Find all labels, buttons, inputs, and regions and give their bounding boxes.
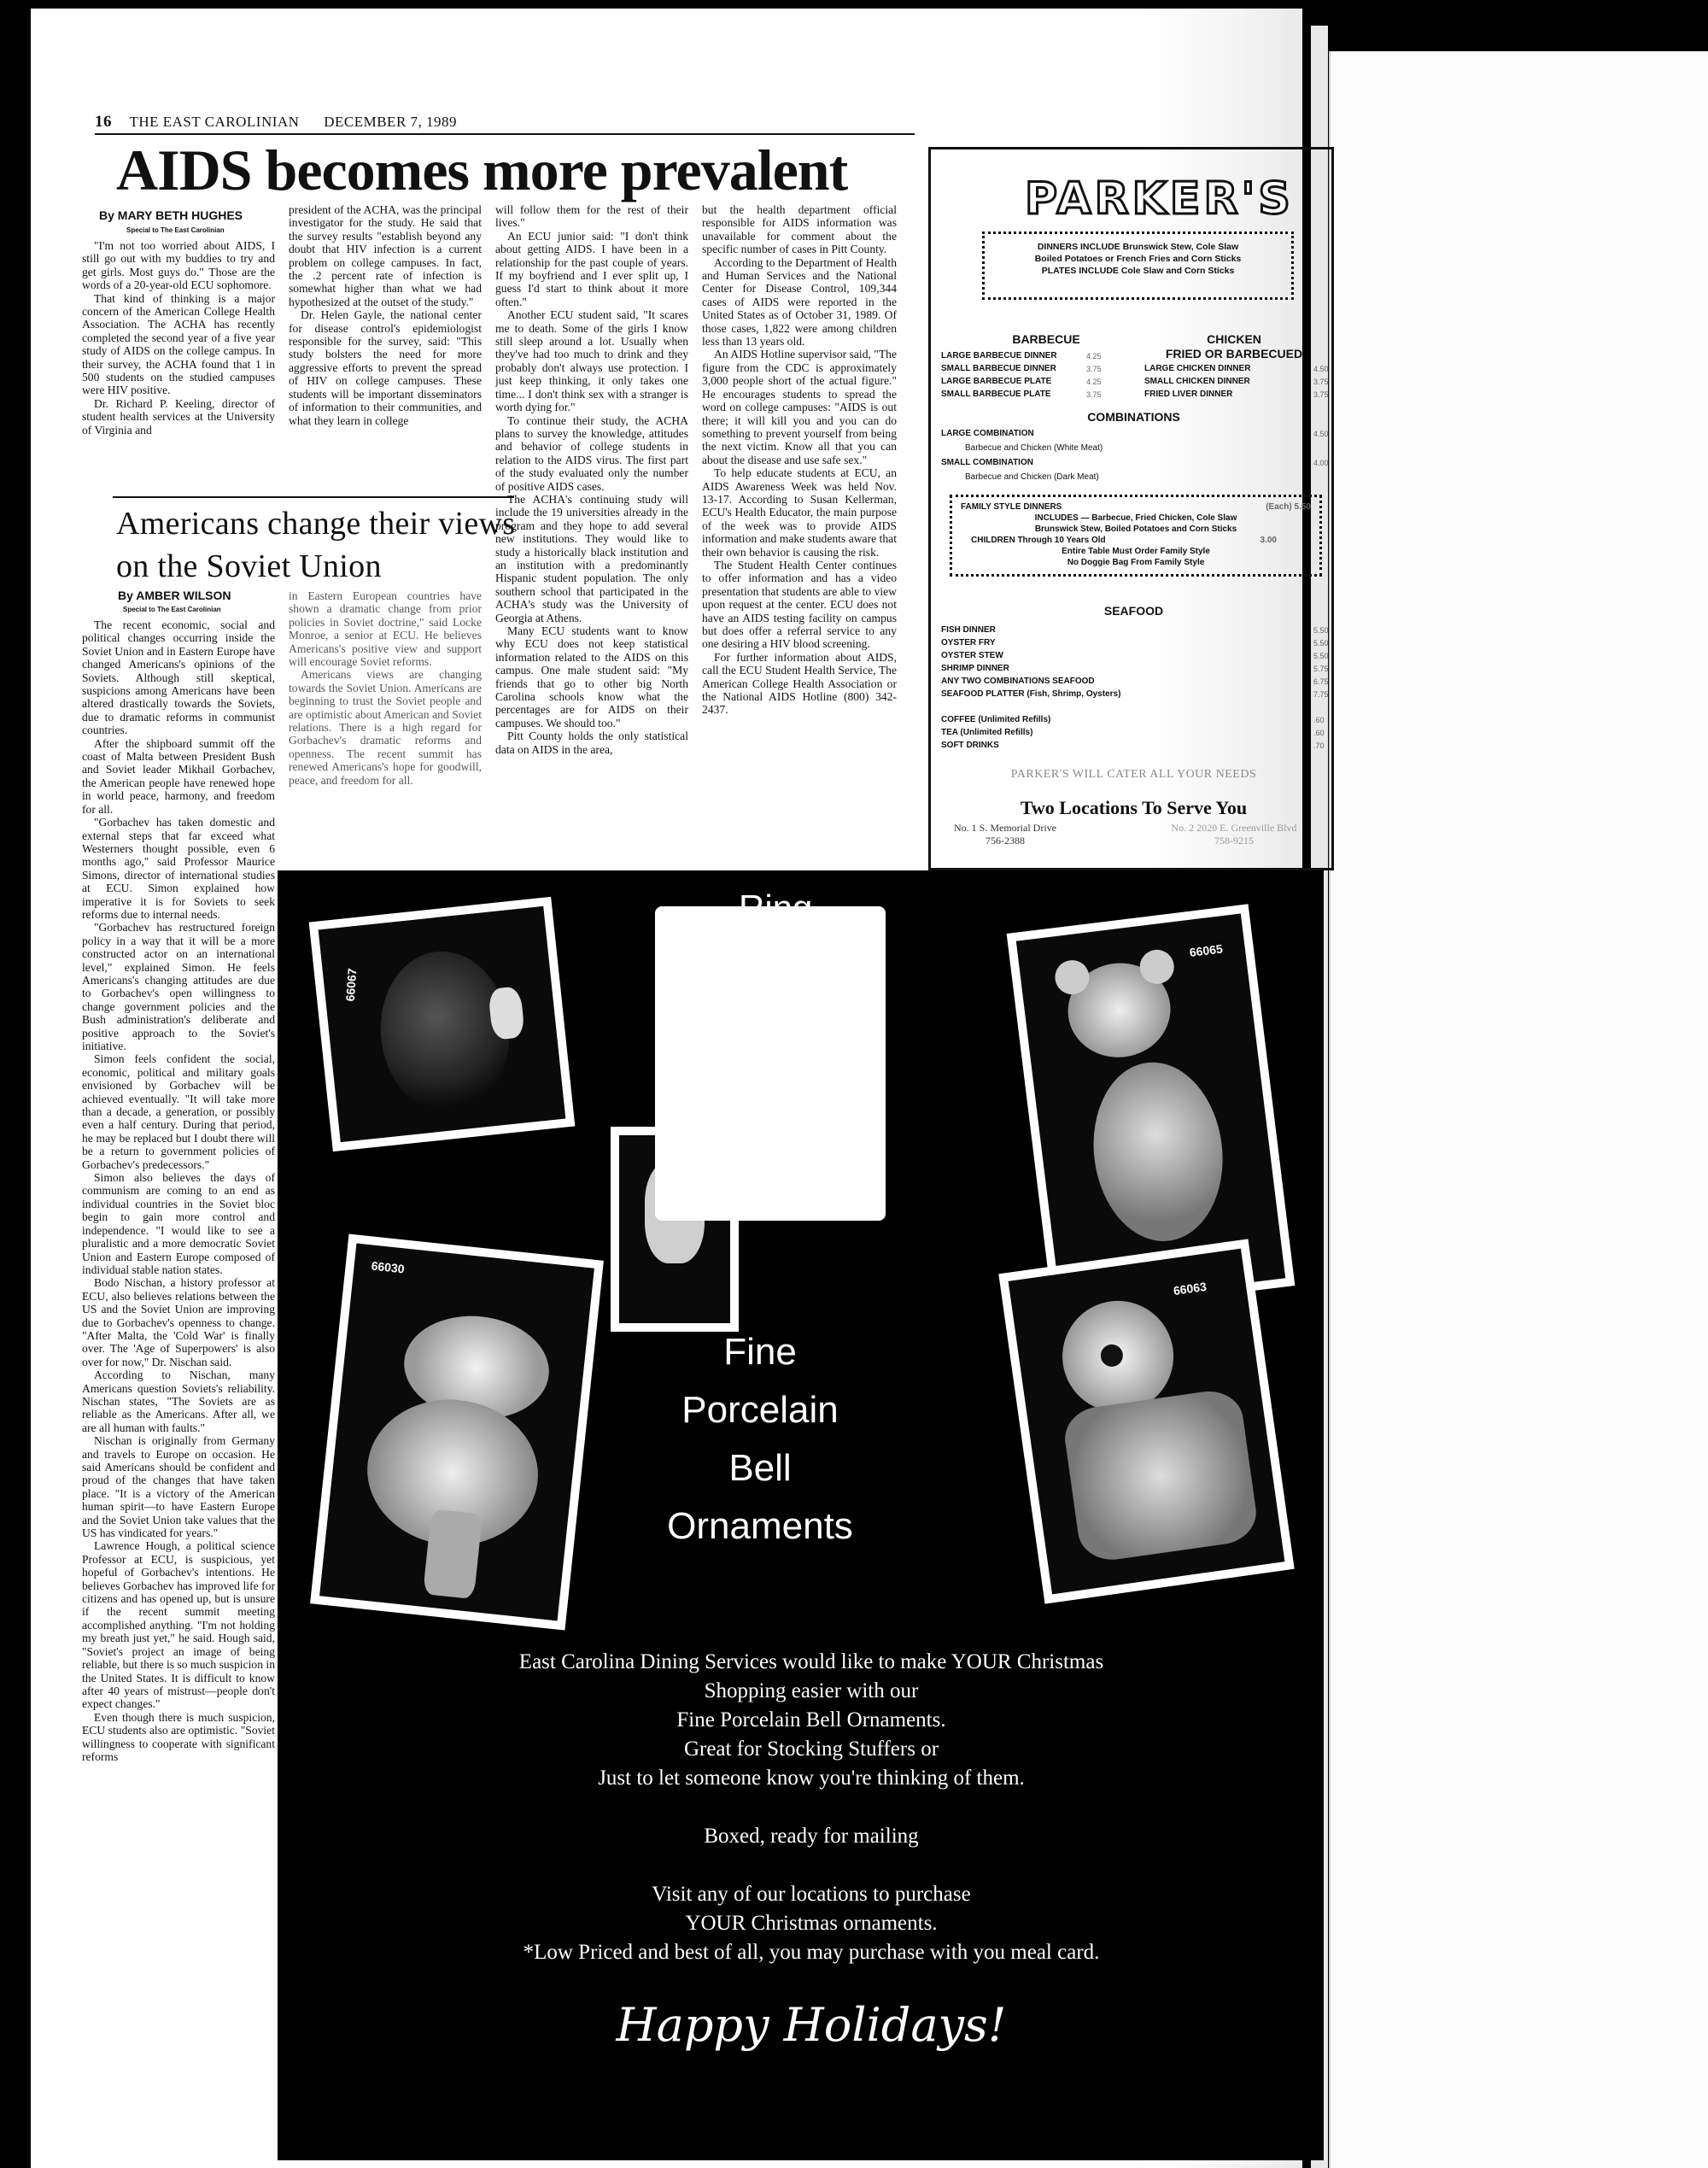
family-title: FAMILY STYLE DINNERS xyxy=(961,502,1062,512)
menu-item: SMALL CHICKEN DINNER xyxy=(1144,377,1250,386)
ornament-photo-66063 xyxy=(998,1239,1294,1603)
menu-item: SOFT DRINKS xyxy=(941,741,999,750)
menu-price: 4.50 xyxy=(1313,365,1329,373)
ad-body-line: Great for Stocking Stuffers or xyxy=(683,1737,939,1761)
family-title-row xyxy=(961,501,1311,513)
scan-marker xyxy=(2,1499,14,1513)
ornament-photo-66067 xyxy=(309,897,576,1151)
paragraph: Dr. Helen Gayle, the national center for disease control's epidemiologist responsible for the survey, said: "This study bolsters the need for more aggressive efforts to prevent the spread of HIV on college campuses. These students will be important disseminators of information to their communities, and what they learn in college xyxy=(289,308,482,427)
ad-title-line: Bell xyxy=(728,1447,792,1489)
menu-item: FISH DINNER xyxy=(941,625,996,635)
family-children-price: 3.00 xyxy=(1260,536,1277,545)
menu-price: 5.50 xyxy=(1313,639,1329,647)
folio-line xyxy=(95,113,457,132)
paragraph: Pitt County holds the only statistical data on AIDS in the area, xyxy=(495,730,688,756)
ad-body-line: East Carolina Dining Services would like to make YOUR Christmas xyxy=(518,1650,1104,1673)
ad-body-line: Fine Porcelain Bell Ornaments. xyxy=(676,1708,946,1731)
ad-title-line: Porcelain xyxy=(681,1389,839,1431)
photo-image xyxy=(319,906,566,1142)
menu-item: LARGE COMBINATION xyxy=(941,429,1034,438)
location-1-phone: 756-2388 xyxy=(986,835,1025,847)
menu-price: .60 xyxy=(1313,716,1325,724)
menu-price: .70 xyxy=(1313,741,1325,750)
redacted-white-panel xyxy=(655,906,886,1221)
adjacent-page-edge xyxy=(1329,51,1708,2168)
ad-body xyxy=(363,1648,1260,1967)
ad-body-spacer xyxy=(363,1793,1260,1822)
family-note: Entire Table Must Order Family Style xyxy=(1062,547,1210,556)
paragraph: An AIDS Hotline supervisor said, "The figure from the CDC is approximately 3,000 people short of the actual figure." He encourages students to spread the word on college campuses: "AIDS is out there; it will kill you and you can do something to prevent yourself from being the next victim. Know all that you can about the disease and use safe sex." xyxy=(702,348,897,466)
menu-item: COFFEE (Unlimited Refills) xyxy=(941,715,1051,724)
menu-item: OYSTER STEW xyxy=(941,651,1003,660)
locations-heading: Two Locations To Serve You xyxy=(1020,797,1248,818)
ad-body-line: Shopping easier with our xyxy=(704,1679,919,1702)
paragraph: in Eastern European countries have shown a dramatic change from prior policies in Soviet doctrine," said Locke Monroe, a senior at ECU. He believes Americans's positive view and support will encourage Soviet reforms. xyxy=(289,589,482,669)
menu-price: 4.50 xyxy=(1313,430,1329,438)
paragraph: The ACHA's continuing study will include the 19 universities already in the program and they hope to add several new institutions. They would like to study a historically black institution and an institution with a predominantly Hispanic student population. The only southern school that participated in the ACHA's study was the University of Georgia at Athens. xyxy=(495,492,688,624)
paragraph: Americans views are changing towards the Soviet Union. Americans are beginning to trust the Soviet people and are optimistic about American and Soviet relations. There is a high regard for Gorbachev's dramatic reforms and openness. The recent summit has renewed Americans's hope for goodwill, peace, and freedom for all. xyxy=(289,668,482,787)
paragraph: Nischan is originally from Germany and travels to Europe on occasion. He said Americans should be confident and proud of the changes that have taken place. "It is a victory of the American human spirit—to have Eastern Europe and the Soviet Union take values that the US has vindicated for years." xyxy=(82,1434,275,1540)
includes-line: DINNERS INCLUDE Brunswick Stew, Cole Slaw xyxy=(1037,242,1239,252)
location-2-phone: 758-9215 xyxy=(1214,835,1254,847)
chicken-subheading: FRIED OR BARBECUED xyxy=(1165,347,1303,360)
menu-item: OYSTER FRY xyxy=(941,638,996,647)
menu-price: 3.75 xyxy=(1313,390,1329,399)
menu-item: ANY TWO COMBINATIONS SEAFOOD xyxy=(941,677,1095,686)
family-children: CHILDREN Through 10 Years Old xyxy=(971,536,1106,545)
paragraph: To continue their study, the ACHA plans to survey the knowledge, attitudes and behavior of college students in relation to the AIDS virus. The first part of the study evaluated only the number of positive AIDS cases. xyxy=(495,413,688,493)
paragraph: Bodo Nischan, a history professor at ECU, also believes relations between the US and the Soviet Union are improving due to Gorbachev's openness to change. "After Malta, the 'Cold War' is finally over. The 'Age of Superpowers' is also over for now," Dr. Nischan said. xyxy=(82,1276,275,1368)
paragraph: For further information about AIDS, call the ECU Student Health Service, The American College Health Association or the National AIDS Hotline (800) 342-2437. xyxy=(702,650,897,717)
horse-pole xyxy=(423,1509,483,1599)
paragraph: will follow them for the rest of their lives." xyxy=(495,203,688,230)
ad-title xyxy=(636,1323,884,1556)
paragraph: According to Nischan, many Americans question Soviets's reliability. Nischan states, "The Soviets are as reliable as the Americans. After all, we are all human with faults." xyxy=(82,1368,275,1434)
menu-price: 3.75 xyxy=(1313,378,1329,386)
photo-image xyxy=(1009,1249,1285,1595)
publication-name: THE EAST CAROLINIAN xyxy=(129,114,300,130)
byline-soviet: By AMBER WILSON xyxy=(118,589,231,602)
includes-box xyxy=(982,231,1294,300)
menu-price: 4.25 xyxy=(1086,352,1102,360)
parkers-ad xyxy=(928,147,1334,870)
ad-body-spacer xyxy=(363,1851,1260,1880)
ad-body-line: *Low Priced and best of all, you may purchase with you meal card. xyxy=(523,1941,1100,1964)
paragraph: The recent economic, social and political changes occurring inside the Soviet Union and in Eastern Europe have changed Americans's opinions of the Soviets. Although still skeptical, suspicions among Americans have been altered drastically towards the Soviets, due to dramatic reforms in communist countries. xyxy=(82,618,275,737)
page-number: 16 xyxy=(95,113,112,131)
folio-rule xyxy=(95,133,915,135)
family-price: (Each) 5.50 xyxy=(1266,502,1311,512)
menu-price: 3.75 xyxy=(1086,390,1102,399)
paragraph: That kind of thinking is a major concern of the American College Health Association. The ACHA has recently completed the second year of a five year study of AIDS on the college campus. In their survey, the ACHA found that 1 in 500 students on the studied campuses were HIV positive. xyxy=(82,291,275,397)
photo-number: 66065 xyxy=(1188,941,1224,960)
catering-note: PARKER'S WILL CATER ALL YOUR NEEDS xyxy=(1010,768,1257,781)
scan-border-left xyxy=(0,0,31,2168)
headline-aids: AIDS becomes more prevalent xyxy=(116,138,848,202)
paragraph: An ECU junior said: "I don't think about getting AIDS. I have been in a relationship for the past couple of years. If my boyfriend and I ever split up, I guess I'd start to think about it more often." xyxy=(495,229,688,308)
soviet-column-1 xyxy=(82,618,275,2165)
chicken-heading: CHICKEN xyxy=(1207,332,1261,346)
issue-date: DECEMBER 7, 1989 xyxy=(324,114,458,130)
menu-price: 5.50 xyxy=(1313,652,1329,660)
paragraph: Lawrence Hough, a political science Professor at ECU, is suspicious, yet hopeful of Gorbachev's intentions. He believes Gorbachev has improved life for citizens and has opened up, but is unsure if the recent summit meeting accomplished anything. "I'm not holding my breath just yet," he said. Hough said, "Soviet's project an image of being reliable, but there is so much suspicion in the United States. It is difficult to know after 40 years of mistrust—people don't expect changes." xyxy=(82,1539,275,1711)
family-children-row xyxy=(961,535,1311,546)
ad-title-line: Ornaments xyxy=(667,1505,853,1547)
includes-line: Boiled Potatoes or French Fries and Corn Sticks xyxy=(1034,254,1242,264)
aids-column-3 xyxy=(495,203,688,870)
menu-price: .60 xyxy=(1313,729,1325,737)
menu-price: 3.75 xyxy=(1086,365,1102,373)
ad-body-line: YOUR Christmas ornaments. xyxy=(685,1912,938,1935)
menu-item: TEA (Unlimited Refills) xyxy=(941,728,1033,737)
menu-price: 4.00 xyxy=(1313,459,1329,467)
menu-price: 5.75 xyxy=(1313,665,1329,673)
menu-price: 4.25 xyxy=(1086,378,1102,386)
newspaper-page xyxy=(31,9,1329,2168)
menu-description: Barbecue and Chicken (Dark Meat) xyxy=(965,472,1099,482)
menu-item: SMALL BARBECUE DINNER xyxy=(941,364,1056,373)
paragraph: Another ECU student said, "It scares me to death. Some of the girls I know still sleep around a lot. Usually when they've had too much to drink and they probably don't always use protection. I just keep thinking, it only takes one time... I don't think sex with a stranger is worth dying for." xyxy=(495,308,688,414)
dining-services-ad xyxy=(278,870,1324,2160)
family-note: No Doggie Bag From Family Style xyxy=(1067,558,1205,567)
family-style-box xyxy=(950,495,1322,577)
photo-number: 66030 xyxy=(371,1258,406,1276)
family-includes: Brunswick Stew, Boiled Potatoes and Corn Sticks xyxy=(1034,524,1237,534)
menu-item: SMALL BARBECUE PLATE xyxy=(941,390,1051,399)
byline-sub-aids: Special to The East Carolinian xyxy=(126,226,225,234)
menu-item: SMALL COMBINATION xyxy=(941,458,1033,467)
ad-title-line: Fine xyxy=(723,1331,797,1373)
bear-body xyxy=(1084,1055,1232,1249)
paragraph: but the health department official responsible for AIDS information was unavailable for comment about the specific number of cases in Pitt County. xyxy=(702,203,897,256)
ad-body-line: Boxed, ready for mailing xyxy=(704,1825,919,1848)
paragraph: Dr. Richard P. Keeling, director of student health services at the University of Virginia and xyxy=(82,396,275,437)
menu-price: 7.75 xyxy=(1313,690,1329,699)
parkers-logo: PARKER'S xyxy=(1025,173,1294,225)
seafood-heading: SEAFOOD xyxy=(1103,604,1164,618)
family-includes: INCLUDES — Barbecue, Fried Chicken, Cole Slaw xyxy=(1034,513,1237,523)
soviet-column-2 xyxy=(289,589,482,861)
includes-line: PLATES INCLUDE Cole Slaw and Corn Sticks xyxy=(1041,266,1235,276)
aids-column-2 xyxy=(289,203,482,490)
ad-body-line: Visit any of our locations to purchase xyxy=(652,1883,971,1906)
paragraph: The Student Health Center continues to offer information and has a video presentation that students are able to view upon request at the center. ECU does not have an AIDS testing facility on campus but does offer a referral service to any one desiring a HIV blood screening. xyxy=(702,558,897,651)
location-2-address: No. 2 2020 E. Greenville Blvd xyxy=(1171,822,1297,834)
menu-description: Barbecue and Chicken (White Meat) xyxy=(965,443,1103,453)
photo-number: 66063 xyxy=(1172,1279,1208,1298)
paragraph: Many ECU students want to know why ECU does not keep statistical information related to the AIDS on this campus. One male student said: "My friends that go to other big North Carolina schools know what the percentages are for AIDS on their campuses. We should too." xyxy=(495,624,688,730)
paragraph: president of the ACHA, was the principal investigator for the study. He said that the survey results "establish beyond any doubt that HIV infection is a current problem on college campuses. In fact, the .2 percent rate of infection is somewhat higher than what we had hypothesized at the outset of the study." xyxy=(289,203,482,308)
menu-item: LARGE CHICKEN DINNER xyxy=(1144,364,1251,373)
byline-sub-soviet: Special to The East Carolinian xyxy=(123,606,221,613)
aids-column-1 xyxy=(82,239,275,492)
menu-item: FRIED LIVER DINNER xyxy=(1144,390,1233,399)
location-1 xyxy=(937,822,1073,847)
headline-soviet: Americans change their views on the Soviet Union xyxy=(116,506,516,584)
menu-price: 5.50 xyxy=(1313,626,1329,635)
menu-item: LARGE BARBECUE DINNER xyxy=(941,351,1057,360)
menu-item: SEAFOOD PLATTER (Fish, Shrimp, Oysters) xyxy=(941,689,1121,699)
ad-body-line: Just to let someone know you're thinking of them. xyxy=(598,1767,1025,1790)
paragraph: According to the Department of Health and Human Services and the National Center for Disease Control, 109,344 cases of AIDS were reported in the United States as of October 31, 1989. Of those cases, 1,822 were among children less than 13 years old. xyxy=(702,255,897,349)
combinations-heading: COMBINATIONS xyxy=(1087,410,1180,424)
byline-aids: By MARY BETH HUGHES xyxy=(99,208,243,222)
paragraph: "Gorbachev has restructured foreign policy in a way that it will be a more constructed actor on an international level," explained Simon. He feels Americans's changing attitudes are due to Gorbachev's open willingness to change government policies and the Bush administration's deliberate and positive approach to the Soviet's initiative. xyxy=(82,921,275,1052)
paragraph: "Gorbachev has taken domestic and external steps that far exceed what Westerners thought possible, even 6 months ago," said Professor Maurice Simons, director of international studies at ECU. Simon explained how imperative it is for Soviets to seek reforms due to internal needs. xyxy=(82,816,275,921)
paragraph: "I'm not too worried about AIDS, I still go out with my buddies to try and get girls. Most guys do." Those are the words of a 20-year-old ECU sophomore. xyxy=(82,239,275,292)
menu-item: SHRIMP DINNER xyxy=(941,664,1009,673)
paragraph: Simon also believes the days of communism are coming to an end as individual countries in the Soviet bloc begin to gain more control and independence. "I would like to see a pluralistic and a more democratic Soviet Union and Eastern Europe composed of individual stable nation states. xyxy=(82,1171,275,1276)
photo-image xyxy=(319,1244,594,1621)
paragraph: Simon feels confident the social, economic, political and military goals envisioned by Gorbachev will be achieved eventually. "It will take more than a decade, a generation, or possibly even a half century. During that period, he may be replaced but I doubt there will be a return to government policies of Gorbachev's predecessors." xyxy=(82,1052,275,1171)
menu-item: LARGE BARBECUE PLATE xyxy=(941,377,1052,386)
clown-body xyxy=(1061,1387,1260,1564)
photo-number: 66067 xyxy=(342,967,360,1002)
location-1-address: No. 1 S. Memorial Drive xyxy=(954,822,1056,834)
barbecue-heading: BARBECUE xyxy=(1012,332,1080,346)
story-divider-rule xyxy=(113,496,514,498)
paragraph: After the shipboard summit off the coast of Malta between President Bush and Soviet leader Mikhail Gorbachev, the American people have renewed hope in world peace, harmony, and freedom for all. xyxy=(82,736,275,816)
paragraph: Even though there is much suspicion, ECU students also are optimistic. "Soviet willingness to cooperate with significant reforms xyxy=(82,1710,275,1763)
aids-column-4 xyxy=(702,203,897,870)
location-2 xyxy=(1136,822,1332,847)
ornament-photo-66030 xyxy=(310,1234,604,1631)
paragraph: To help educate students at ECU, an AIDS Awareness Week was held Nov. 13-17. According to Susan Kellerman, ECU's Health Educator, the main purpose of the week was to provide AIDS information and make students aware that their own behavior is causing the risk. xyxy=(702,466,897,559)
happy-holidays-signoff: Happy Holidays! xyxy=(616,1998,1007,2052)
menu-price: 6.75 xyxy=(1313,677,1329,686)
